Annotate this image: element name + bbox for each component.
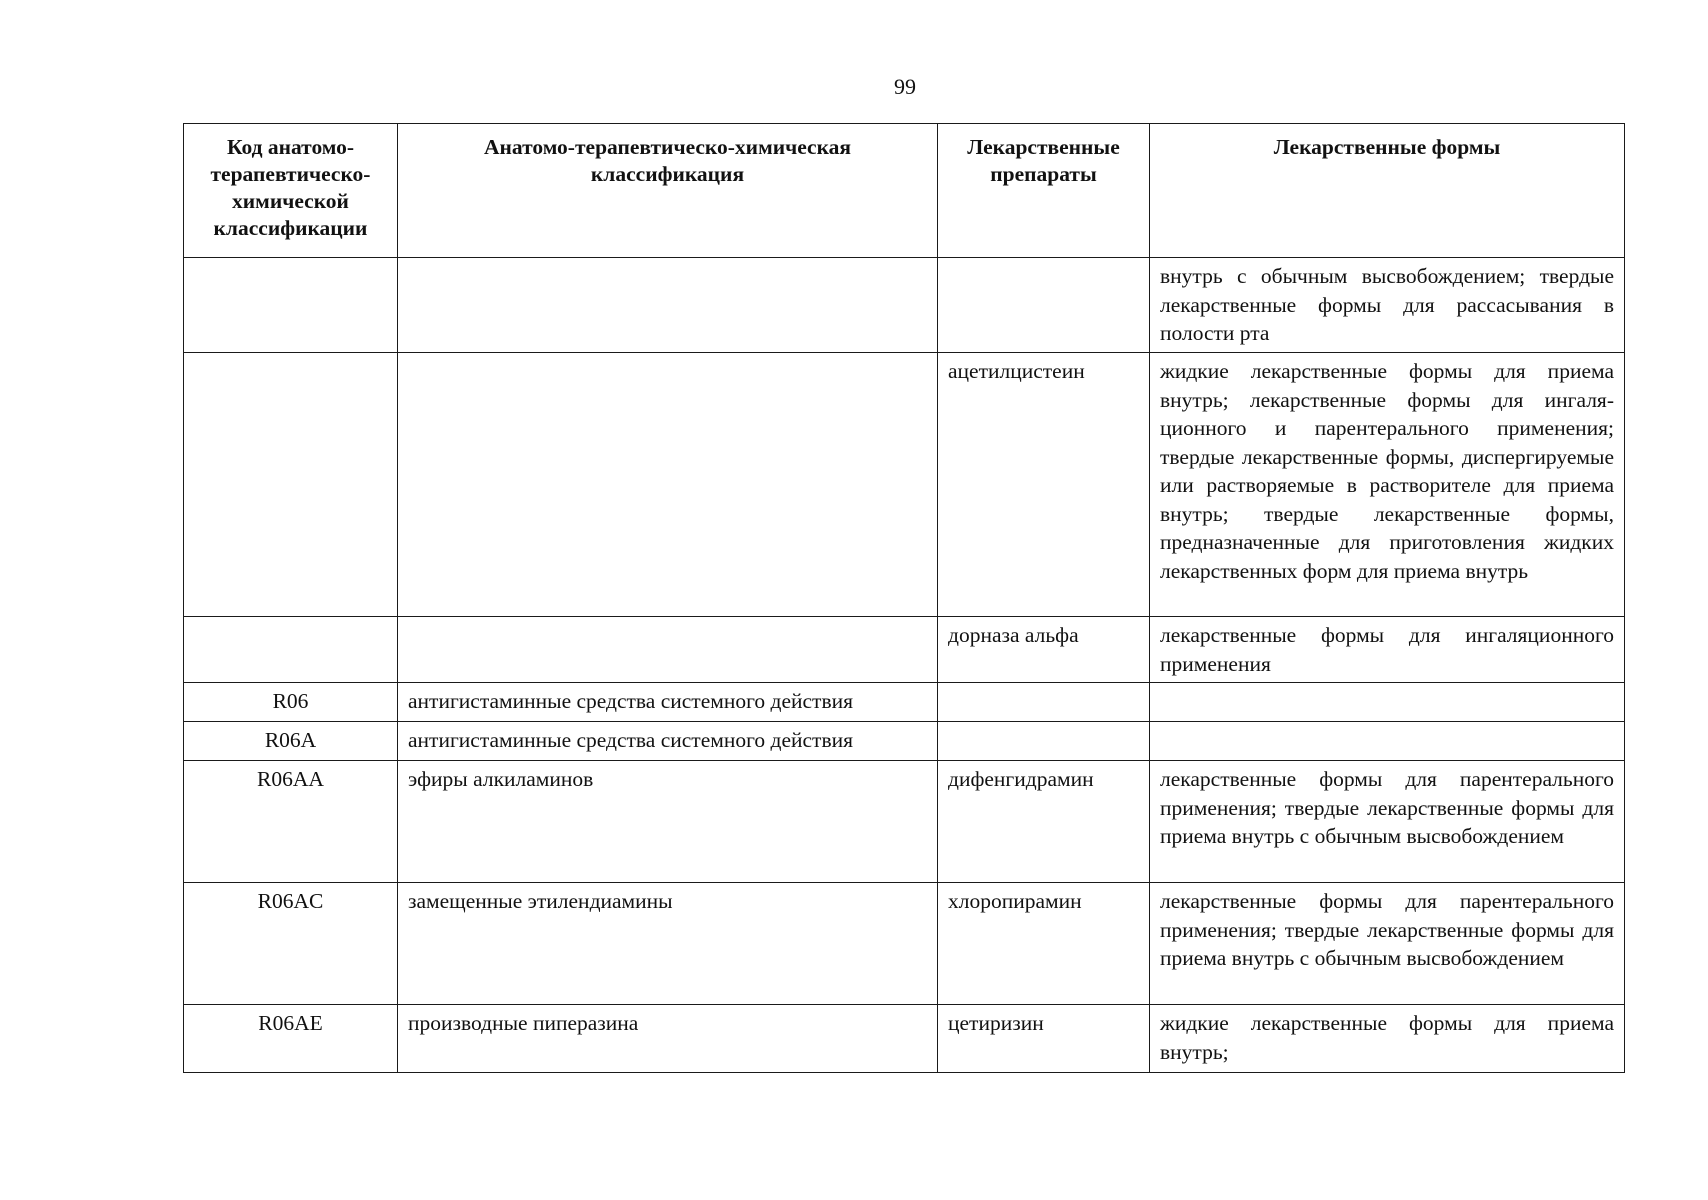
table-row <box>184 258 1625 353</box>
table-row <box>184 683 1625 722</box>
forms-cell: лекарственные формы для парентерального применения; твердые лекарственные формы для приема внутрь с обычным высвобождением <box>1150 761 1625 883</box>
code-cell: R06 <box>184 683 398 722</box>
table-row <box>184 1005 1625 1073</box>
drug-classification-table <box>183 123 1625 1073</box>
forms-cell: жидкие лекарственные формы для приема внутрь; лекарственные формы для ингаляционного и парентерального применения; твердые лекарственные формы, диспергируемые или растворяемые в растворителе для приема внутрь; твердые лекарственные формы, предназначенные для приготовления жидких лекарственных форм для приема внутрь <box>1150 353 1625 617</box>
classification-cell: антигистаминные средства системного действия <box>398 683 938 722</box>
table-row <box>184 761 1625 883</box>
classification-cell <box>398 258 938 353</box>
code-cell <box>184 258 398 353</box>
drug-cell <box>938 683 1150 722</box>
header-classification: Анатомо-терапевтическо-химическая классификация <box>398 124 938 258</box>
drug-cell <box>938 258 1150 353</box>
table-row <box>184 353 1625 617</box>
drug-cell: дорназа альфа <box>938 617 1150 683</box>
classification-cell: эфиры алкиламинов <box>398 761 938 883</box>
table-row <box>184 722 1625 761</box>
forms-cell: лекарственные формы для ингаляционного применения <box>1150 617 1625 683</box>
forms-cell: лекарственные формы для парентерального применения; твердые лекарственные формы для приема внутрь с обычным высвобождением <box>1150 883 1625 1005</box>
classification-cell <box>398 617 938 683</box>
code-cell: R06AC <box>184 883 398 1005</box>
drug-cell <box>938 722 1150 761</box>
forms-cell <box>1150 722 1625 761</box>
header-code: Код анатомо-терапевтическо-химической классификации <box>184 124 398 258</box>
forms-cell: жидкие лекарственные формы для приема внутрь; <box>1150 1005 1625 1073</box>
classification-cell: производные пиперазина <box>398 1005 938 1073</box>
table-row <box>184 617 1625 683</box>
classification-cell: замещенные этилендиамины <box>398 883 938 1005</box>
classification-cell <box>398 353 938 617</box>
code-cell: R06AA <box>184 761 398 883</box>
header-drugs: Лекарственные препараты <box>938 124 1150 258</box>
forms-cell <box>1150 683 1625 722</box>
drug-cell: дифенгидрамин <box>938 761 1150 883</box>
forms-cell: внутрь с обычным высвобождением; твердые лекарственные формы для рассасывания в полости рта <box>1150 258 1625 353</box>
code-cell: R06A <box>184 722 398 761</box>
page-number: 99 <box>894 74 916 99</box>
classification-cell: антигистаминные средства системного действия <box>398 722 938 761</box>
table-row <box>184 883 1625 1005</box>
drug-cell: хлоропирамин <box>938 883 1150 1005</box>
drug-cell: цетиризин <box>938 1005 1150 1073</box>
drug-cell: ацетилцистеин <box>938 353 1150 617</box>
code-cell <box>184 617 398 683</box>
code-cell <box>184 353 398 617</box>
header-forms: Лекарственные формы <box>1150 124 1625 258</box>
code-cell: R06AE <box>184 1005 398 1073</box>
table-header-row <box>184 124 1625 258</box>
